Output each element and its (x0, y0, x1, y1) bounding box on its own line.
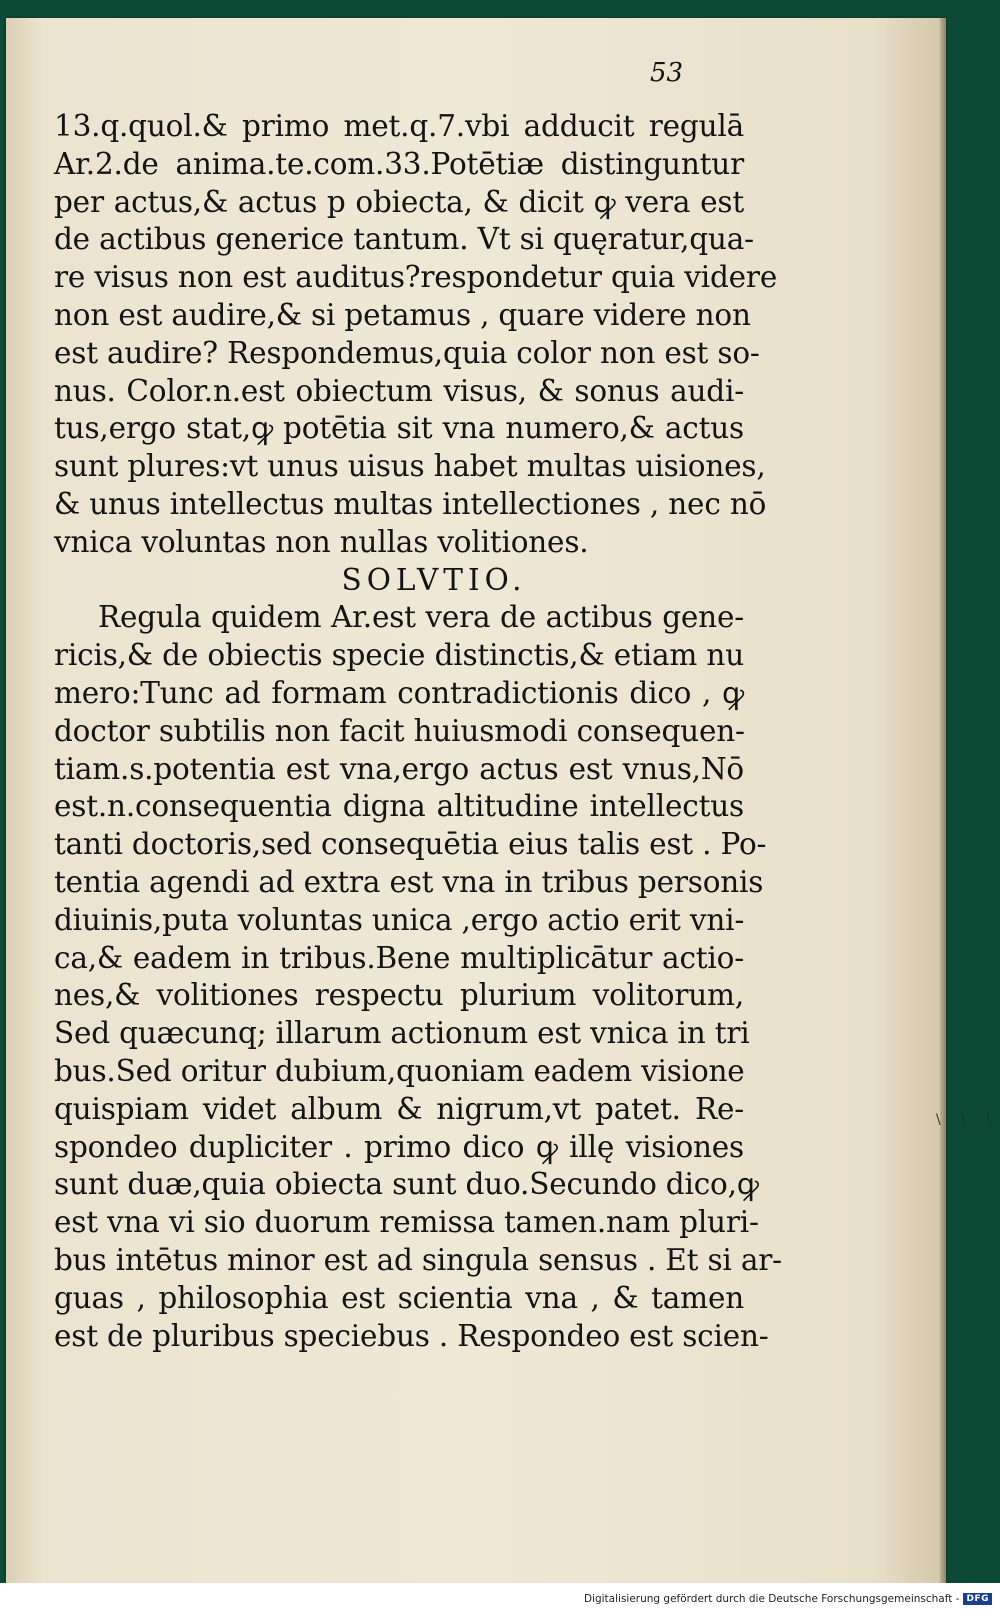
text-line: non est audire,& si petamus , quare videre non (54, 297, 751, 332)
text-line: tentia agendi ad extra est vna in tribus personis (54, 864, 764, 899)
page-number: 53 (650, 58, 684, 88)
text-line: 13.q.quol.& primo met.q.7.vbi adducit regulā (54, 109, 744, 143)
text-line: ricis,& de obiectis specie distinctis,& etiam nu (54, 638, 744, 673)
text-line: tanti doctoris,sed consequētia eius talis est . Po- (54, 827, 767, 862)
text-line: vnica voluntas non nullas volitiones. (54, 524, 589, 559)
text-line: doctor subtilis non facit huiusmodi consequen- (54, 713, 745, 748)
section-heading: SOLVTIO. (341, 562, 527, 597)
text-line: Regula quidem Ar.est vera de actibus gene- (98, 600, 744, 635)
text-block (54, 108, 782, 1355)
text-line: & unus intellectus multas intellectiones , nec nō (54, 486, 767, 521)
text-line: per actus,& actus p obiecta, & dicit ꝙ vera est (54, 184, 744, 219)
text-line: est vna vi sio duorum remissa tamen.nam pluri- (54, 1205, 759, 1240)
text-line: est.n.consequentia digna altitudine intellectus (54, 789, 744, 824)
footer-strip (0, 1583, 1000, 1611)
text-line: tus,ergo stat,ꝙ potētia sit vna numero,& actus (54, 411, 744, 446)
text-line: guas , philosophia est scientia vna , & tamen (54, 1280, 744, 1315)
margin-marks: \ \ \ (936, 1112, 1000, 1128)
text-line: mero:Tunc ad formam contradictionis dico , ꝙ (54, 675, 744, 710)
text-line: ca,& eadem in tribus.Bene multiplicātur actio- (54, 940, 744, 975)
text-line: re visus non est auditus?respondetur quia videre (54, 260, 778, 295)
text-line: est de pluribus speciebus . Respondeo est scien- (54, 1318, 769, 1353)
text-line: bus.Sed oritur dubium,quoniam eadem visione (54, 1053, 745, 1088)
credit-text: Digitalisierung gefördert durch die Deutsche Forschungsgemeinschaft - (583, 1593, 960, 1605)
text-line: Sed quæcunq; illarum actionum est vnica in tri (54, 1016, 750, 1051)
text-line: quispiam videt album & nigrum,vt patet. Re- (54, 1091, 744, 1126)
text-line: nus. Color.n.est obiectum visus, & sonus audi- (54, 373, 744, 408)
text-line: nes,& volitiones respectu plurium volitorum, (54, 978, 744, 1013)
text-line: diuinis,puta voluntas unica ,ergo actio erit vni- (54, 902, 745, 937)
text-line: tiam.s.potentia est vna,ergo actus est vnus,Nō (54, 751, 744, 786)
text-line: sunt plures:vt unus uisus habet multas uisiones, (54, 449, 766, 484)
page-edge (940, 18, 946, 1584)
text-line: Ar.2.de anima.te.com.33.Potētiæ distinguntur (54, 146, 744, 181)
text-line: spondeo dupliciter . primo dico ꝙ illę visiones (54, 1129, 744, 1164)
dfg-logo-icon: DFG (963, 1593, 992, 1605)
text-line: de actibus generice tantum. Vt si quęratur,qua- (54, 222, 754, 257)
text-line: bus intētus minor est ad singula sensus . Et si ar- (54, 1242, 782, 1277)
digitization-credit (584, 1593, 992, 1605)
text-line: sunt duæ,quia obiecta sunt duo.Secundo dico,ꝙ (54, 1167, 759, 1202)
text-line: est audire? Respondemus,quia color non est so- (54, 335, 760, 370)
